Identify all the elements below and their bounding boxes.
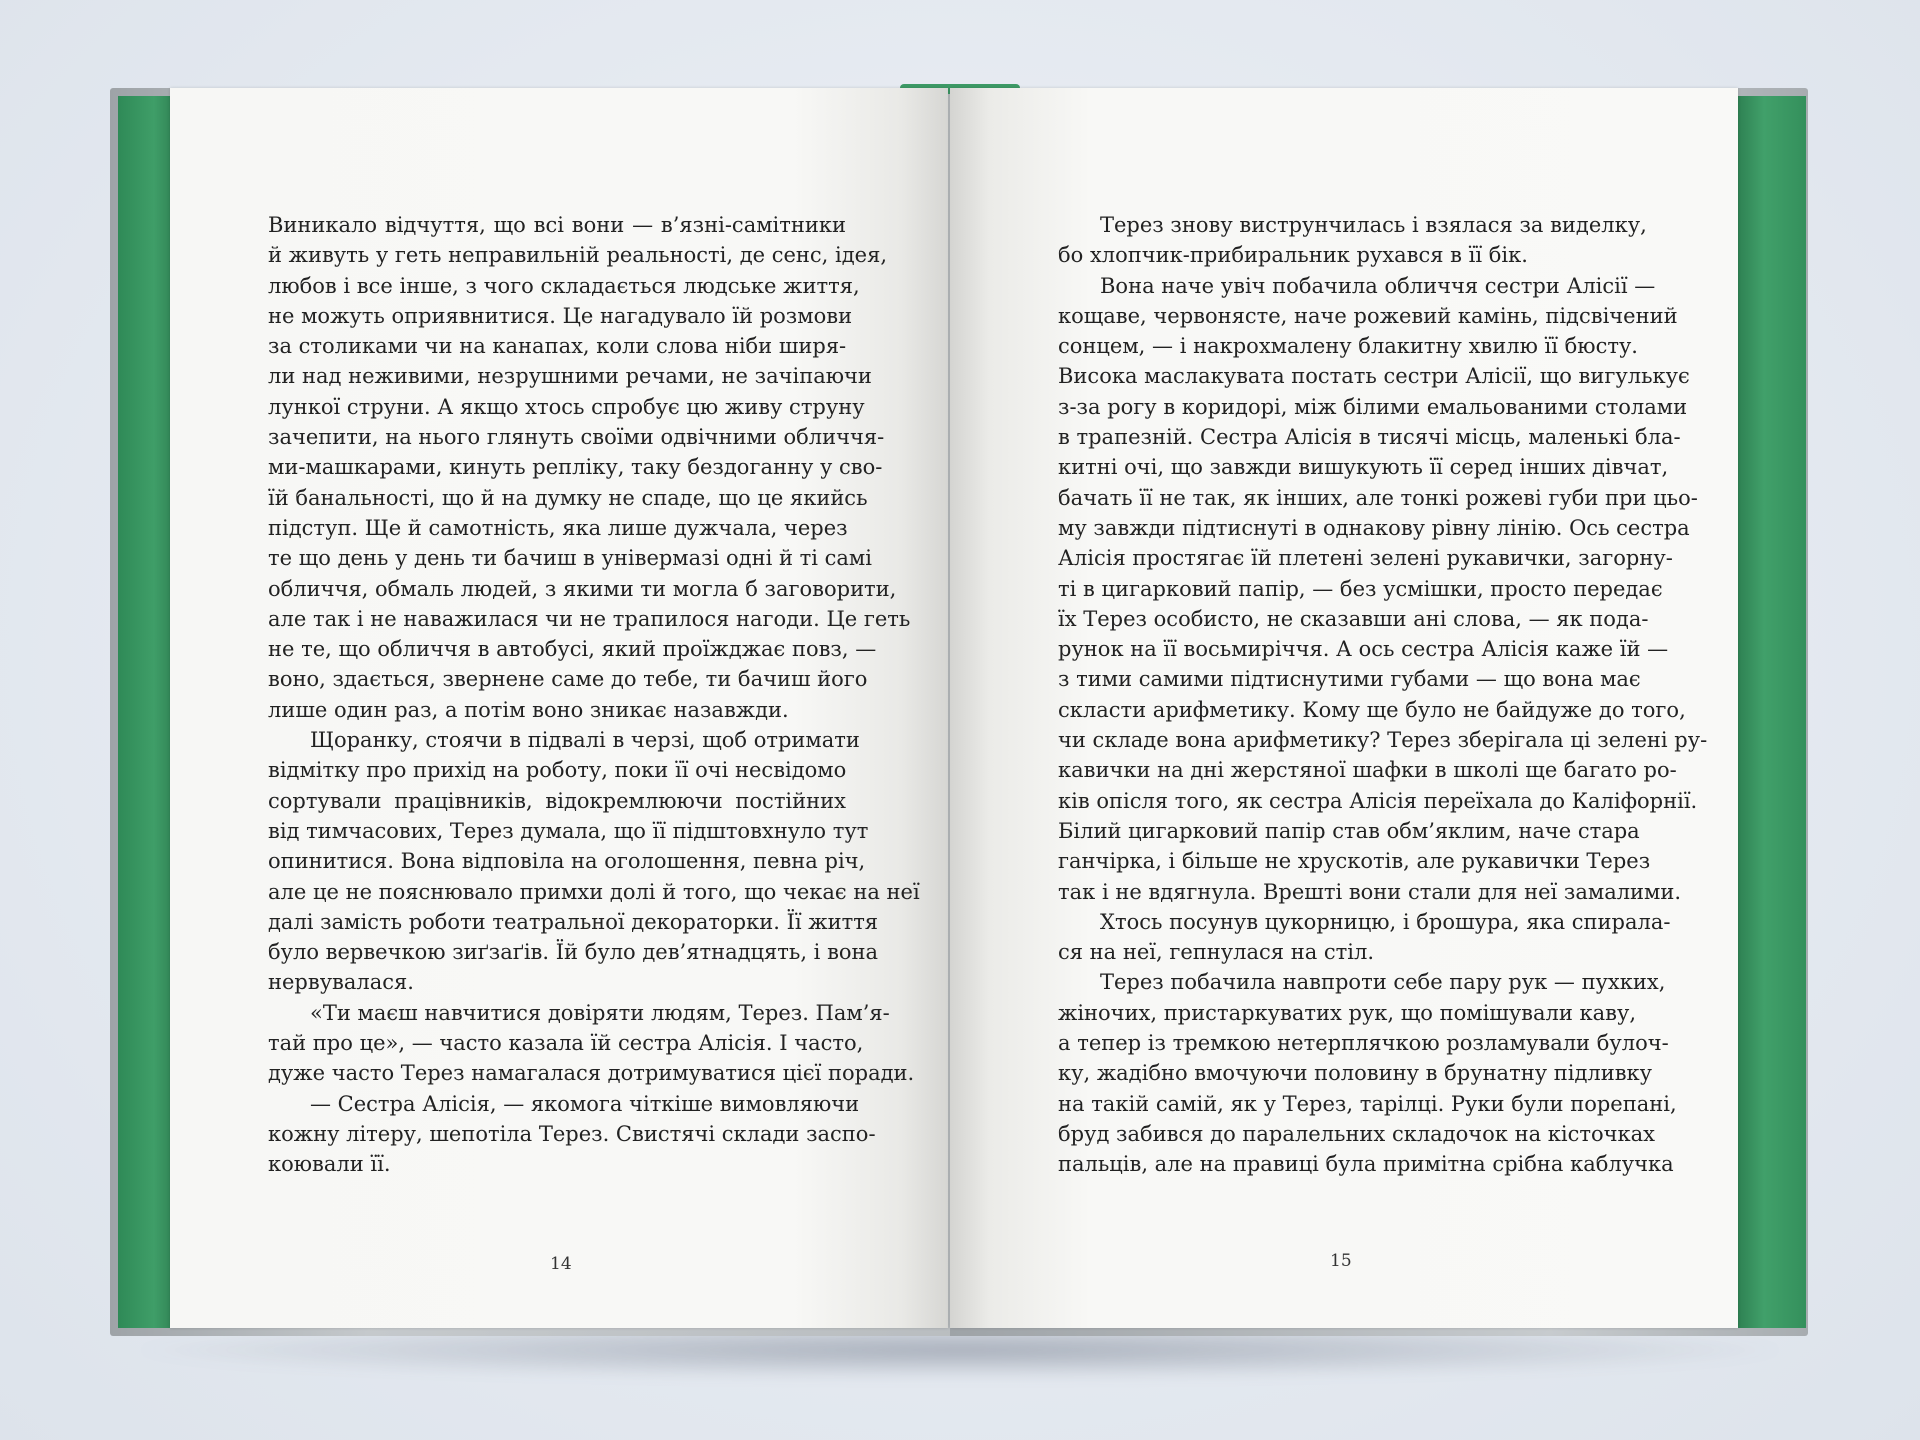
text-line: було вервечкою зиґзаґів. Їй було дев’ятнадцять, і вона	[268, 940, 879, 965]
text-line: любов і все інше, з чого складається людське життя,	[268, 273, 860, 298]
text-line: лункої струни. А якщо хтось спробує цю живу струну	[268, 394, 865, 419]
text-line: відмітку про прихід на роботу, поки її очі несвідомо	[268, 758, 847, 783]
text-line: кощаве, червонясте, наче рожевий камінь, підсвічений	[1058, 303, 1678, 328]
text-line: ті в цигарковий папір, — без усмішки, просто передає	[1058, 576, 1663, 601]
text-line: Білий цигарковий папір став обм’яклим, наче стара	[1058, 818, 1640, 843]
text-line: з-за рогу в коридорі, між білими емальованими столами	[1058, 394, 1688, 419]
text-line: кожну літеру, шепотіла Терез. Свистячі склади заспо-	[268, 1121, 876, 1146]
text-line: й живуть у геть неправильній реальності, де сенс, ідея,	[268, 243, 888, 268]
text-line: жіночих, пристаркуватих рук, що помішували каву,	[1058, 1000, 1637, 1025]
text-line: — Сестра Алісія, — якомога чіткіше вимовляючи	[310, 1091, 860, 1116]
left-page	[170, 88, 948, 1328]
text-line: Хтось посунув цукорницю, і брошура, яка спирала-	[1100, 909, 1671, 934]
text-line: скласти арифметику. Кому ще було не байдуже до того,	[1058, 697, 1686, 722]
text-line: рунок на її восьмиріччя. А ось сестра Алісія каже їй —	[1058, 637, 1669, 662]
text-line: сонцем, — і накрохмалену блакитну хвилю її бюсту.	[1058, 334, 1638, 359]
text-line: коювали її.	[268, 1152, 391, 1177]
text-line: від тимчасових, Терез думала, що її підштовхнуло тут	[268, 818, 869, 843]
text-line: ся на неї, гепнулася на стіл.	[1058, 940, 1374, 965]
text-line: Терез побачила навпроти себе пару рук — пухких,	[1100, 970, 1666, 995]
text-line: нервувалася.	[268, 970, 414, 995]
text-line: опинитися. Вона відповіла на оголошення, певна річ,	[268, 849, 866, 874]
text-line: Щоранку, стоячи в підвалі в черзі, щоб отримати	[310, 728, 860, 753]
text-line: те що день у день ти бачиш в універмазі одні й ті самі	[268, 546, 872, 571]
text-line: «Ти маєш навчитися довіряти людям, Терез. Пам’я-	[310, 1000, 890, 1025]
text-line: лише один раз, а потім воно зникає назавжди.	[268, 697, 789, 722]
text-line: їх Терез особисто, не сказавши ані слова, — як пода-	[1058, 606, 1649, 631]
text-line: ків опісля того, як сестра Алісія переїхала до Каліфорнії.	[1058, 788, 1698, 813]
text-line: з тими самими підтиснутими губами — що вона має	[1058, 667, 1641, 692]
left-page-text	[268, 210, 920, 1180]
text-line: в трапезній. Сестра Алісія в тисячі місць, маленькі бла-	[1058, 425, 1681, 450]
green-edge-left	[118, 96, 178, 1328]
text-line: чи складе вона арифметику? Терез зберігала ці зелені ру-	[1058, 728, 1708, 753]
text-line: дуже часто Терез намагалася дотримуватися цієї поради.	[268, 1061, 915, 1086]
text-line: бо хлопчик-прибиральник рухався в її бік.	[1058, 243, 1528, 268]
page-number: 15	[1330, 1251, 1352, 1271]
text-line: не можуть оприявнитися. Це нагадувало їй розмови	[268, 303, 853, 328]
text-line: ли над неживими, незрушними речами, не зачіпаючи	[268, 364, 872, 389]
text-line: Терез знову виструнчилась і взялася за виделку,	[1100, 213, 1647, 237]
text-line: ку, жадібно вмочуючи половину в брунатну підливку	[1058, 1061, 1653, 1086]
right-page-text	[1058, 210, 1708, 1180]
text-line: пальців, але на правиці була примітна срібна каблучка	[1058, 1152, 1674, 1177]
text-line: му завжди підтиснуті в однакову рівну лінію. Ось сестра	[1058, 515, 1690, 540]
text-line: не те, що обличчя в автобусі, який проїжджає повз, —	[268, 637, 877, 662]
green-edge-right	[1736, 96, 1806, 1328]
text-line: Виникало відчуття, що всі вони — в’язні-самітники	[268, 213, 846, 237]
text-line: ганчірка, і більше не хрускотів, але рукавички Терез	[1058, 849, 1651, 874]
right-page	[950, 88, 1738, 1328]
text-line: але це не пояснювало примхи долі й того, що чекає на неї	[268, 879, 920, 904]
text-line: Висока маслакувата постать сестри Алісії, що вигулькує	[1058, 364, 1690, 389]
text-line: але так і не наважилася чи не трапилося нагоди. Це геть	[268, 606, 911, 631]
text-line: тай про це», — часто казала їй сестра Алісія. І часто,	[268, 1031, 864, 1056]
text-line: їй банальності, що й на думку не спаде, що це якийсь	[268, 485, 868, 510]
text-line: зачепити, на нього глянуть своїми одвічними обличчя-	[268, 425, 885, 450]
text-line: Алісія простягає їй плетені зелені рукавички, загорну-	[1058, 546, 1673, 571]
text-line: далі замість роботи театральної декораторки. Її життя	[268, 909, 879, 934]
text-line: сортували працівників, відокремлюючи постійних	[268, 788, 846, 813]
text-line: так і не вдягнула. Врешті вони стали для неї замалими.	[1058, 879, 1682, 904]
text-line: обличчя, обмаль людей, з якими ти могла б заговорити,	[268, 576, 897, 601]
text-line: на такій самій, як у Терез, тарілці. Руки були порепані,	[1058, 1091, 1677, 1116]
text-line: кавички на дні жерстяної шафки в школі ще багато ро-	[1058, 758, 1677, 783]
text-line: бруд забився до паралельних складочок на кісточках	[1058, 1121, 1656, 1146]
text-line: воно, здається, звернене саме до тебе, ти бачиш його	[268, 667, 868, 692]
text-line: ми-машкарами, кинуть репліку, таку бездоганну у сво-	[268, 455, 883, 480]
page-number: 14	[550, 1254, 572, 1274]
text-line: за столиками чи на канапах, коли слова ніби ширя-	[268, 334, 847, 359]
text-line: підступ. Ще й самотність, яка лише дужчала, через	[268, 515, 848, 540]
text-line: бачать її не так, як інших, але тонкі рожеві губи при цьо-	[1058, 485, 1698, 510]
text-line: а тепер із тремкою нетерплячкою розламували булоч-	[1058, 1031, 1669, 1056]
text-line: китні очі, що завжди вишукують її серед інших дівчат,	[1058, 455, 1669, 480]
text-line: Вона наче увіч побачила обличчя сестри Алісії —	[1100, 273, 1656, 298]
